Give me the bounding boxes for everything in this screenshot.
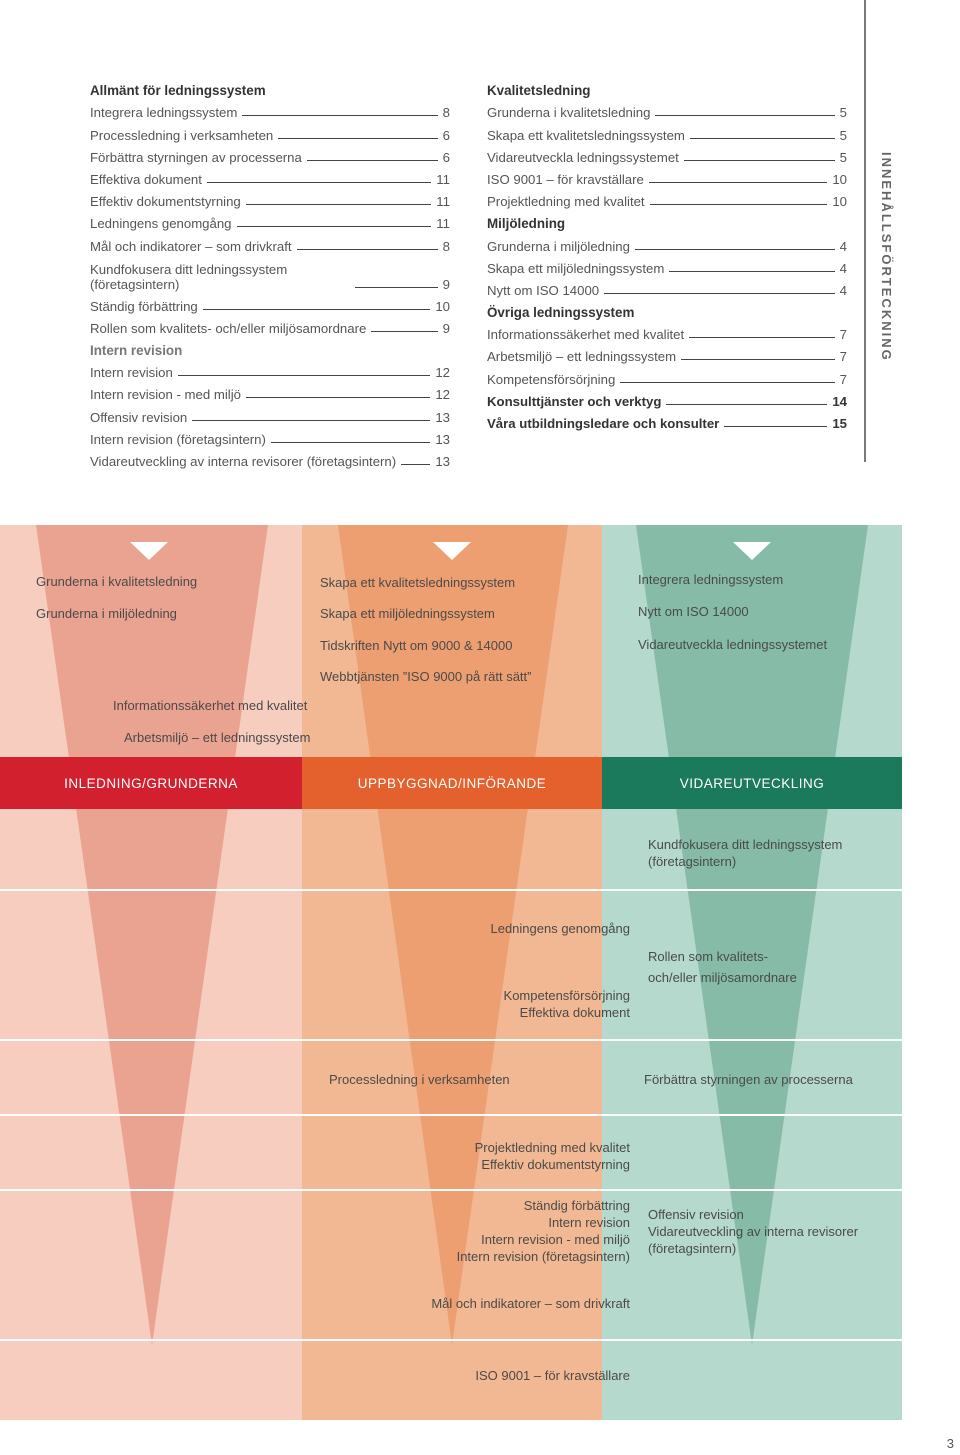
toc-entry-title: Arbetsmiljö – ett ledningssystem: [487, 349, 677, 365]
toc-section-heading: Miljöledning: [487, 216, 566, 232]
toc-section-heading: Allmänt för ledningssystem: [90, 83, 266, 99]
toc-entry: [487, 276, 847, 298]
toc-page-number: 11: [436, 216, 450, 232]
course-label: ISO 9001 – för kravställare: [475, 1368, 630, 1383]
course-label: och/eller miljösamordnare: [648, 970, 797, 985]
toc-entry: [90, 447, 450, 469]
toc-leader-line: [242, 115, 437, 116]
course-label: Skapa ett miljöledningssystem: [320, 606, 495, 621]
course-label: Webbtjänsten ”ISO 9000 på rätt sätt”: [320, 669, 532, 684]
phase-label-build: UPPBYGGNAD/INFÖRANDE: [357, 775, 547, 791]
toc-entry: [487, 320, 847, 342]
toc-entry-title: Vidareutveckla ledningssystemet: [487, 149, 679, 165]
course-label: Intern revision (företagsintern): [456, 1249, 630, 1264]
toc-entry: [90, 165, 450, 187]
toc-entry-title: Intern revision (företagsintern): [90, 431, 266, 447]
toc-page-number: 6: [442, 127, 450, 143]
toc-section-heading: Övriga ledningssystem: [487, 305, 635, 321]
toc-leader-line: [246, 204, 432, 205]
toc-entry-title: Skapa ett kvalitetsledningssystem: [487, 127, 685, 143]
toc-leader-line: [271, 442, 430, 443]
toc-page-number: 5: [839, 127, 847, 143]
course-label: Skapa ett kvalitetsledningssystem: [320, 575, 516, 590]
toc-page-number: 13: [435, 454, 450, 469]
toc-entry: [487, 231, 847, 253]
toc-leader-line: [620, 382, 834, 383]
toc-entry: [90, 402, 450, 424]
toc-left-column: [90, 76, 450, 469]
toc-leader-line: [649, 182, 827, 183]
toc-entry-title: Effektiv dokumentstyrning: [90, 194, 241, 210]
course-label: Vidareutveckla ledningssystemet: [638, 637, 828, 652]
toc-entry-title: Nytt om ISO 14000: [487, 282, 600, 298]
toc-leader-line: [604, 293, 835, 294]
toc-page-number: 10: [832, 171, 847, 187]
toc-leader-line: [650, 204, 828, 205]
toc-leader-line: [684, 160, 835, 161]
toc-entry: [90, 120, 450, 142]
toc-leader-line: [207, 182, 431, 183]
course-label: (företagsintern): [648, 854, 737, 869]
toc-entry-title: Konsulttjänster och verktyg: [487, 393, 662, 409]
toc-entry-title: Processledning i verksamheten: [90, 127, 274, 143]
toc-page-number: 5: [839, 105, 847, 121]
course-label: Tidskriften Nytt om 9000 & 14000: [320, 638, 513, 653]
toc-leader-line: [246, 397, 430, 398]
toc-entry: [487, 387, 847, 409]
toc-entry: [90, 231, 450, 253]
toc-entry: [90, 358, 450, 380]
toc-leader-line: [307, 160, 438, 161]
toc-leader-line: [690, 138, 835, 139]
toc-leader-line: [237, 226, 432, 227]
course-label: Projektledning med kvalitet: [474, 1140, 630, 1155]
toc-entry: [487, 98, 847, 120]
toc-page-number: 7: [839, 371, 847, 387]
toc-leader-line: [401, 464, 430, 465]
course-label: Mål och indikatorer – som drivkraft: [431, 1296, 630, 1311]
toc-page-number: 14: [832, 393, 847, 409]
course-label: Intern revision - med miljö: [481, 1232, 630, 1247]
toc-page-number: 5: [839, 149, 847, 165]
toc-page-number: 15: [832, 416, 847, 431]
toc-right-column: [487, 76, 847, 431]
toc-leader-line: [666, 404, 827, 405]
course-label: Ledningens genomgång: [490, 921, 630, 936]
toc-entry-title: Informationssäkerhet med kvalitet: [487, 327, 685, 343]
course-label: Nytt om ISO 14000: [638, 604, 749, 619]
toc-entry-title: Förbättra styrningen av processerna: [90, 149, 302, 165]
toc-page-number: 6: [442, 149, 450, 165]
phase-label-intro: INLEDNING/GRUNDERNA: [64, 775, 238, 791]
course-label: (företagsintern): [648, 1241, 737, 1256]
toc-entry: [90, 254, 450, 292]
course-label: Effektiv dokumentstyrning: [481, 1157, 630, 1172]
toc-page-number: 4: [839, 238, 847, 254]
course-label: Processledning i verksamheten: [329, 1072, 510, 1087]
toc-page-number: 9: [442, 276, 450, 292]
course-label: Ständig förbättring: [523, 1198, 630, 1213]
toc-entry: [90, 187, 450, 209]
toc-leader-line: [655, 115, 834, 116]
toc-entry: [90, 292, 450, 314]
toc-entry: [487, 187, 847, 209]
course-label: Offensiv revision: [648, 1207, 744, 1222]
toc-section-heading: Kvalitetsledning: [487, 83, 591, 99]
page-number: 3: [946, 1436, 954, 1451]
toc-entry-title: Ledningens genomgång: [90, 216, 232, 232]
course-label: Kompetensförsörjning: [503, 988, 630, 1003]
toc-entry: [90, 143, 450, 165]
toc-page-number: 7: [839, 327, 847, 343]
toc-page-number: 4: [839, 260, 847, 276]
toc-entry: [487, 409, 847, 431]
toc-leader-line: [371, 331, 437, 332]
toc-entry-title: Rollen som kvalitets- och/eller miljösamordnare: [90, 320, 367, 336]
course-label: Förbättra styrningen av processerna: [644, 1072, 853, 1087]
toc-leader-line: [724, 426, 827, 427]
toc-page-number: 8: [442, 238, 450, 254]
phase-label-develop: VIDAREUTVECKLING: [679, 775, 825, 791]
toc-entry-title: Vidareutveckling av interna revisorer (företagsintern): [90, 454, 397, 469]
toc-page-number: 10: [435, 298, 450, 314]
course-label: Vidareutveckling av interna revisorer: [648, 1224, 859, 1239]
toc-entry: [487, 120, 847, 142]
toc-entry-title: Effektiva dokument: [90, 171, 202, 187]
toc-entry: [90, 425, 450, 447]
toc-entry-title: Intern revision: [90, 365, 173, 381]
toc-entry-title: Grunderna i miljöledning: [487, 238, 630, 254]
toc-leader-line: [681, 359, 835, 360]
toc-entry: [487, 165, 847, 187]
toc-entry-title: Intern revision - med miljö: [90, 387, 241, 403]
toc-entry: [90, 209, 450, 231]
header-divider-line: [864, 0, 866, 462]
toc-entry-title: Kundfokusera ditt ledningssystem (företagsintern): [90, 261, 288, 292]
toc-leader-line: [178, 375, 431, 376]
toc-page-number: 11: [436, 171, 450, 187]
course-label: Kundfokusera ditt ledningssystem: [648, 837, 843, 852]
toc-leader-line: [278, 138, 437, 139]
toc-page-number: 13: [435, 409, 450, 425]
toc-leader-line: [689, 337, 834, 338]
course-label: Arbetsmiljö – ett ledningssystem: [124, 730, 311, 745]
toc-entry-title: Offensiv revision: [90, 409, 188, 425]
toc-entry-title: Mål och indikatorer – som drivkraft: [90, 238, 292, 254]
toc-entry: [90, 98, 450, 120]
toc-entry-title: Integrera ledningssystem: [90, 105, 238, 121]
course-label: Integrera ledningssystem: [638, 572, 784, 587]
toc-entry-title: Skapa ett miljöledningssystem: [487, 260, 665, 276]
toc-entry: [90, 380, 450, 402]
toc-page-number: 8: [442, 105, 450, 121]
toc-entry: [487, 342, 847, 364]
toc-page-number: 13: [435, 431, 450, 447]
toc-leader-line: [669, 271, 834, 272]
toc-page-number: 4: [839, 282, 847, 298]
toc-page-number: 12: [435, 387, 450, 403]
toc-entry: [90, 314, 450, 336]
course-label: Rollen som kvalitets-: [648, 949, 768, 964]
course-label: Informationssäkerhet med kvalitet: [113, 698, 308, 713]
course-label: Grunderna i kvalitetsledning: [36, 574, 198, 589]
toc-section-heading: Intern revision: [90, 343, 183, 359]
toc-entry-title: Våra utbildningsledare och konsulter: [487, 416, 720, 431]
toc-entry: [487, 364, 847, 386]
toc-leader-line: [635, 249, 835, 250]
course-label: Effektiva dokument: [519, 1005, 630, 1020]
toc-entry-title: ISO 9001 – för kravställare: [487, 171, 644, 187]
toc-entry-title: Ständig förbättring: [90, 298, 198, 314]
toc-page-number: 7: [839, 349, 847, 365]
toc-page-number: 9: [442, 320, 450, 336]
toc-page-number: 10: [832, 194, 847, 210]
toc-leader-line: [297, 249, 438, 250]
course-label: Intern revision: [548, 1215, 630, 1230]
toc-entry-title: Grunderna i kvalitetsledning: [487, 105, 651, 121]
toc-entry-title: Projektledning med kvalitet: [487, 194, 645, 210]
toc-page-number: 12: [435, 365, 450, 381]
toc-leader-line: [355, 287, 438, 288]
toc-entry-title: Kompetensförsörjning: [487, 371, 616, 387]
toc-entry: [487, 143, 847, 165]
process-diagram: [0, 525, 902, 1420]
toc-leader-line: [192, 420, 430, 421]
course-label: Grunderna i miljöledning: [36, 606, 177, 621]
toc-leader-line: [203, 309, 431, 310]
toc-page-number: 11: [436, 194, 450, 210]
side-title: INNEHÅLLSFÖRTECKNING: [879, 152, 894, 362]
toc-entry: [487, 254, 847, 276]
